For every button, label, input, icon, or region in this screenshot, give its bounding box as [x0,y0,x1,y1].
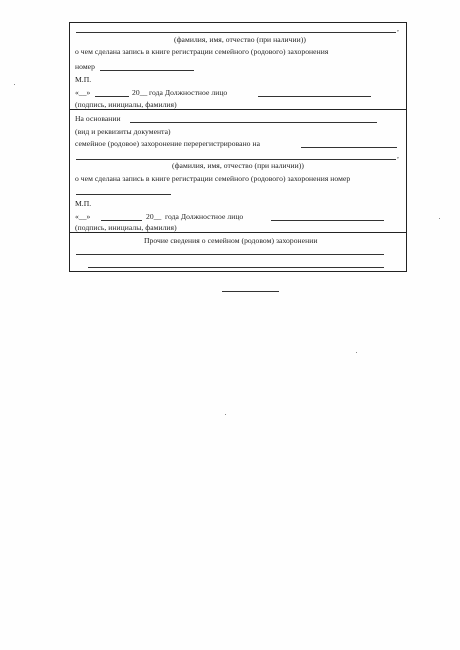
official-label: года Должностное лицо [149,88,228,97]
reregistered-text: семейное (родовое) захоронение перерегистрировано на [75,139,261,148]
basis-label: На основании [75,114,121,123]
date-year: 20__ [132,88,148,97]
scan-speck [356,352,357,353]
date-month-line [95,96,129,97]
scan-speck [14,84,15,85]
fio-fill-line [76,32,396,33]
signature-caption-2: (подпись, инициалы, фамилия) [75,223,177,232]
signature-caption: (подпись, инициалы, фамилия) [75,100,177,109]
other-info-title: Прочие сведения о семейном (родовом) захоронении [144,236,318,245]
reregistered-fill-line [301,147,397,148]
footer-rule [222,291,279,292]
date-day: «__» [75,88,91,97]
scan-speck [439,218,440,219]
fio-caption-2: (фамилия, имя, отчество (при наличии)) [172,161,304,170]
fio-comma: , [397,24,399,33]
other-info-line-2 [88,267,384,268]
scan-speck [225,414,226,415]
date-year-2: 20__ [146,212,162,221]
form-frame [69,22,407,272]
basis-fill-line [130,122,377,123]
fio-comma-2: , [397,151,399,160]
official-label-2: года Должностное лицо [165,212,244,221]
stamp-label-2: М.П. [75,199,92,208]
stamp-label: М.П. [75,75,92,84]
document-caption: (вид и реквизиты документа) [75,127,171,136]
record-text: о чем сделана запись в книге регистрации семейного (родового) захоронения [75,47,329,56]
section-divider-1 [69,109,407,110]
number-fill-line-2 [76,194,171,195]
other-info-line-1 [76,254,384,255]
date-month-line-2 [101,220,142,221]
number-fill-line [100,70,194,71]
official-fill-line [258,96,371,97]
date-day-2: «__» [75,212,91,221]
official-fill-line-2 [271,220,384,221]
number-label: номер [75,62,95,71]
record-text-2: о чем сделана запись в книге регистрации семейного (родового) захоронения номер [75,174,351,183]
fio-caption: (фамилия, имя, отчество (при наличии)) [174,35,306,44]
fio-fill-line-2 [76,159,396,160]
section-divider-2 [69,232,407,233]
